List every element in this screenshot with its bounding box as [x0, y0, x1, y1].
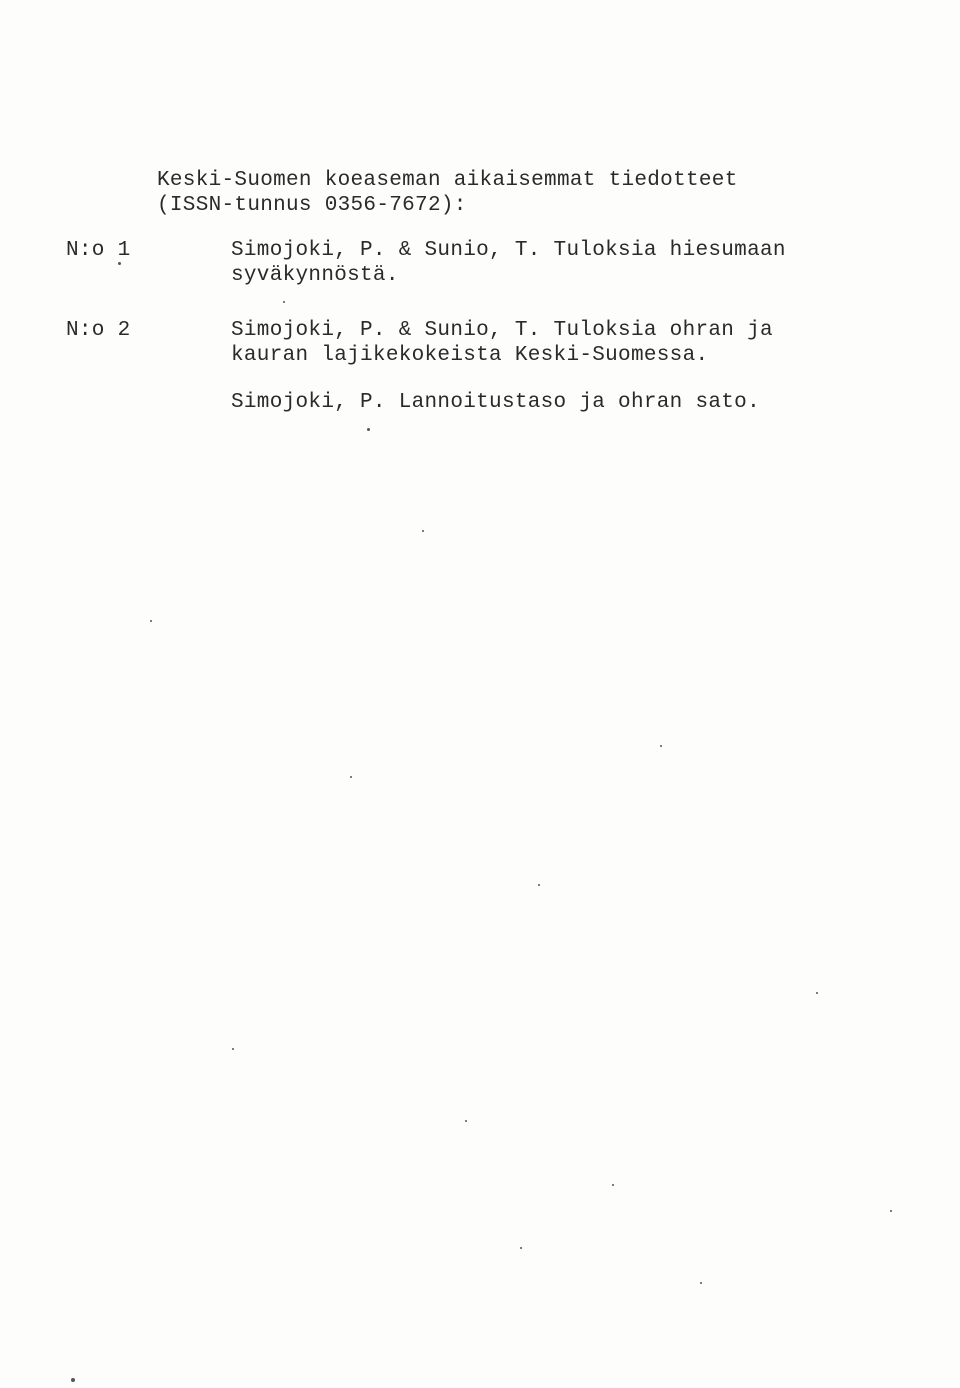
document-heading — [157, 168, 877, 218]
entry-text-1 — [231, 238, 871, 288]
scan-speck — [538, 884, 540, 886]
entry-text-3 — [231, 390, 871, 415]
scan-speck — [71, 1378, 75, 1382]
scan-speck — [700, 1282, 702, 1284]
scan-speck — [232, 1048, 234, 1050]
entry-text-2 — [231, 318, 871, 368]
entry-2-line-2: kauran lajikekokeista Keski-Suomessa. — [231, 344, 709, 367]
scan-speck — [890, 1210, 892, 1212]
scan-speck — [612, 1184, 614, 1186]
scan-speck — [367, 428, 370, 431]
entry-2-line-1: Simojoki, P. & Sunio, T. Tuloksia ohran ja — [231, 319, 773, 342]
scan-speck — [350, 776, 352, 778]
scan-speck — [422, 530, 424, 532]
entry-number-1: N:o 1 — [66, 239, 131, 262]
scan-speck — [816, 992, 818, 994]
heading-line-2: (ISSN-tunnus 0356-7672): — [157, 194, 467, 217]
entry-3-line-1: Simojoki, P. Lannoitustaso ja ohran sato. — [231, 391, 760, 414]
entry-1-line-2: syväkynnöstä. — [231, 264, 399, 287]
entry-1-line-1: Simojoki, P. & Sunio, T. Tuloksia hiesumaan — [231, 239, 786, 262]
scan-speck — [150, 620, 152, 622]
heading-line-1: Keski-Suomen koeaseman aikaisemmat tiedotteet — [157, 169, 738, 192]
scan-speck — [118, 262, 121, 265]
scan-speck — [660, 745, 662, 747]
entry-number-2: N:o 2 — [66, 319, 131, 342]
scan-speck — [283, 301, 285, 303]
scan-speck — [465, 1120, 467, 1122]
scan-speck — [520, 1247, 522, 1249]
